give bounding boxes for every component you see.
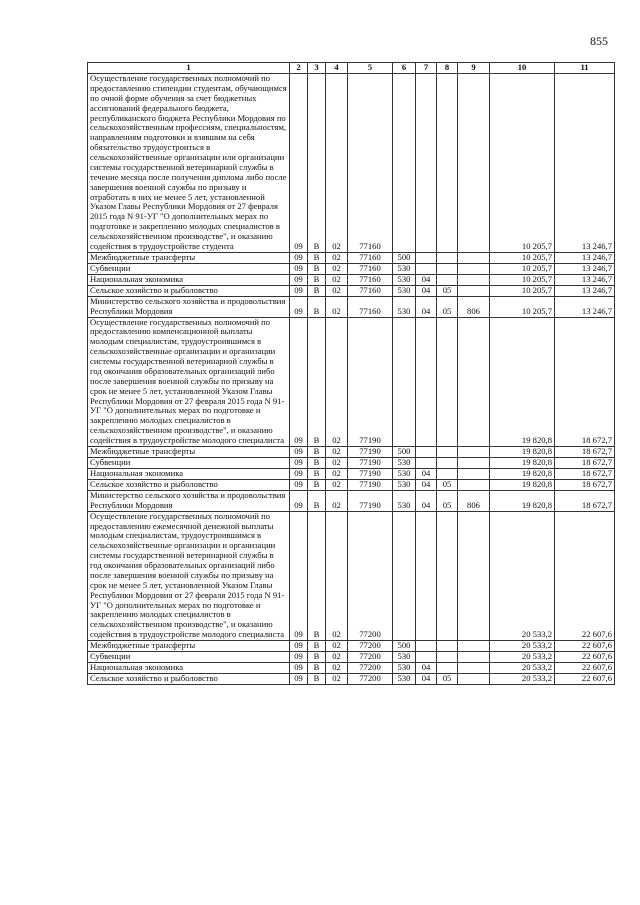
cell-code-6: 530 <box>393 274 416 285</box>
row-description: Субвенции <box>88 263 290 274</box>
table-row <box>88 252 615 263</box>
cell-code-3: В <box>308 317 326 446</box>
cell-code-4: 02 <box>326 285 348 296</box>
cell-code-4: 02 <box>326 446 348 457</box>
cell-code-4: 02 <box>326 317 348 446</box>
cell-code-7 <box>416 446 437 457</box>
cell-code-6: 530 <box>393 663 416 674</box>
cell-amount-11: 22 607,6 <box>555 511 615 640</box>
cell-amount-11: 18 672,7 <box>555 457 615 468</box>
cell-code-6 <box>393 317 416 446</box>
cell-code-9 <box>458 479 490 490</box>
cell-code-7: 04 <box>416 663 437 674</box>
cell-amount-10: 10 205,7 <box>490 74 555 253</box>
cell-code-2: 09 <box>290 274 308 285</box>
cell-code-4: 02 <box>326 74 348 253</box>
table-row <box>88 263 615 274</box>
cell-code-9 <box>458 457 490 468</box>
cell-code-3: В <box>308 74 326 253</box>
row-description: Национальная экономика <box>88 663 290 674</box>
cell-amount-11: 18 672,7 <box>555 490 615 511</box>
header-cell: 3 <box>308 63 326 74</box>
cell-amount-10: 20 533,2 <box>490 641 555 652</box>
cell-code-5: 77200 <box>348 511 393 640</box>
table-row <box>88 446 615 457</box>
cell-code-3: В <box>308 274 326 285</box>
cell-amount-10: 19 820,8 <box>490 490 555 511</box>
cell-code-5: 77190 <box>348 446 393 457</box>
row-description: Министерство сельского хозяйства и продовольствия Республики Мордовия <box>88 490 290 511</box>
cell-code-6 <box>393 74 416 253</box>
cell-code-6: 500 <box>393 641 416 652</box>
row-description: Осуществление государственных полномочий по предоставлению компенсационной выплаты молодым специалистам, трудоустроившимся в сельскохозяйственные организации и организации системы государственной ветеринарной службы в год окончания образовательных организаций либо после завершения военной службы по призыву на срок не менее 5 лет, установленной Указом Главы Республики Мордовия от 27 февраля 2015 года N 91-УГ "О дополнительных мерах по подготовке и закреплению молодых специалистов в сельскохозяйственном производстве", и оказанию содействия в трудоустройстве молодого специалиста <box>88 317 290 446</box>
cell-code-3: В <box>308 468 326 479</box>
cell-amount-11: 22 607,6 <box>555 652 615 663</box>
table-header <box>88 63 615 74</box>
row-description: Национальная экономика <box>88 274 290 285</box>
cell-amount-10: 10 205,7 <box>490 274 555 285</box>
cell-code-5: 77160 <box>348 296 393 317</box>
cell-code-6: 530 <box>393 468 416 479</box>
header-cell: 9 <box>458 63 490 74</box>
cell-code-9: 806 <box>458 296 490 317</box>
cell-amount-11: 13 246,7 <box>555 252 615 263</box>
cell-code-8 <box>437 263 458 274</box>
budget-table <box>87 62 615 685</box>
cell-code-5: 77200 <box>348 663 393 674</box>
table-row <box>88 457 615 468</box>
cell-code-9 <box>458 74 490 253</box>
cell-code-9 <box>458 252 490 263</box>
cell-amount-10: 20 533,2 <box>490 652 555 663</box>
cell-code-5: 77160 <box>348 252 393 263</box>
cell-code-9 <box>458 446 490 457</box>
cell-code-7 <box>416 511 437 640</box>
cell-code-5: 77160 <box>348 274 393 285</box>
cell-code-8 <box>437 641 458 652</box>
cell-code-7 <box>416 652 437 663</box>
cell-code-7: 04 <box>416 490 437 511</box>
cell-code-4: 02 <box>326 641 348 652</box>
cell-amount-11: 13 246,7 <box>555 263 615 274</box>
row-description: Осуществление государственных полномочий по предоставлению ежемесячной денежной выплаты молодым специалистам, трудоустроившимся в сельскохозяйственные организации и организации системы государственной ветеринарной службы в год окончания образовательных организаций либо после завершения военной службы по призыву на срок не менее 5 лет, установленной Указом Главы Республики Мордовия от 27 февраля 2015 года N 91-УГ "О дополнительных мерах по подготовке и закреплению молодых специалистов в сельскохозяйственном производстве", и оказанию содействия в трудоустройстве молодого специалиста <box>88 511 290 640</box>
cell-code-7: 04 <box>416 468 437 479</box>
cell-code-8 <box>437 74 458 253</box>
cell-code-3: В <box>308 511 326 640</box>
cell-code-8 <box>437 274 458 285</box>
cell-code-4: 02 <box>326 468 348 479</box>
header-cell: 1 <box>88 63 290 74</box>
cell-code-4: 02 <box>326 479 348 490</box>
cell-code-3: В <box>308 296 326 317</box>
cell-code-7 <box>416 641 437 652</box>
cell-code-6: 530 <box>393 263 416 274</box>
cell-code-2: 09 <box>290 252 308 263</box>
cell-code-3: В <box>308 663 326 674</box>
cell-amount-11: 18 672,7 <box>555 446 615 457</box>
cell-amount-11: 18 672,7 <box>555 317 615 446</box>
cell-code-5: 77160 <box>348 74 393 253</box>
page-number: 855 <box>590 34 608 48</box>
cell-code-6: 530 <box>393 652 416 663</box>
cell-code-4: 02 <box>326 490 348 511</box>
cell-code-5: 77190 <box>348 479 393 490</box>
cell-code-4: 02 <box>326 263 348 274</box>
cell-code-8 <box>437 511 458 640</box>
cell-code-9 <box>458 468 490 479</box>
cell-amount-10: 20 533,2 <box>490 511 555 640</box>
cell-code-8 <box>437 663 458 674</box>
cell-amount-10: 19 820,8 <box>490 468 555 479</box>
cell-code-2: 09 <box>290 296 308 317</box>
row-description: Сельское хозяйство и рыболовство <box>88 674 290 685</box>
cell-code-4: 02 <box>326 663 348 674</box>
header-cell: 5 <box>348 63 393 74</box>
header-cell: 7 <box>416 63 437 74</box>
cell-amount-11: 13 246,7 <box>555 274 615 285</box>
cell-amount-10: 10 205,7 <box>490 296 555 317</box>
header-cell: 4 <box>326 63 348 74</box>
table-row <box>88 490 615 511</box>
cell-code-7: 04 <box>416 274 437 285</box>
cell-code-9 <box>458 674 490 685</box>
cell-amount-10: 10 205,7 <box>490 252 555 263</box>
row-description: Субвенции <box>88 457 290 468</box>
header-cell: 2 <box>290 63 308 74</box>
cell-amount-11: 22 607,6 <box>555 663 615 674</box>
cell-code-5: 77160 <box>348 263 393 274</box>
cell-code-8: 05 <box>437 479 458 490</box>
cell-amount-10: 19 820,8 <box>490 317 555 446</box>
header-row <box>88 63 615 74</box>
cell-code-8 <box>437 652 458 663</box>
row-description: Межбюджетные трансферты <box>88 446 290 457</box>
row-description: Межбюджетные трансферты <box>88 641 290 652</box>
cell-code-6: 500 <box>393 252 416 263</box>
row-description: Министерство сельского хозяйства и продовольствия Республики Мордовия <box>88 296 290 317</box>
row-description: Национальная экономика <box>88 468 290 479</box>
header-cell: 6 <box>393 63 416 74</box>
cell-code-3: В <box>308 285 326 296</box>
cell-code-8 <box>437 252 458 263</box>
cell-code-5: 77190 <box>348 468 393 479</box>
cell-code-9 <box>458 663 490 674</box>
cell-code-7 <box>416 263 437 274</box>
cell-code-5: 77200 <box>348 641 393 652</box>
cell-code-2: 09 <box>290 490 308 511</box>
table-row <box>88 74 615 253</box>
cell-code-2: 09 <box>290 446 308 457</box>
header-cell: 10 <box>490 63 555 74</box>
cell-code-4: 02 <box>326 296 348 317</box>
table-row <box>88 317 615 446</box>
cell-amount-11: 13 246,7 <box>555 296 615 317</box>
cell-code-2: 09 <box>290 663 308 674</box>
cell-code-2: 09 <box>290 652 308 663</box>
cell-code-7 <box>416 317 437 446</box>
cell-amount-11: 22 607,6 <box>555 641 615 652</box>
cell-code-7 <box>416 252 437 263</box>
cell-amount-10: 20 533,2 <box>490 663 555 674</box>
cell-amount-10: 19 820,8 <box>490 479 555 490</box>
cell-code-8: 05 <box>437 674 458 685</box>
cell-code-9 <box>458 641 490 652</box>
cell-amount-10: 19 820,8 <box>490 446 555 457</box>
cell-code-2: 09 <box>290 511 308 640</box>
cell-code-3: В <box>308 674 326 685</box>
cell-code-2: 09 <box>290 468 308 479</box>
cell-code-6: 530 <box>393 285 416 296</box>
row-description: Осуществление государственных полномочий по предоставлению стипендии студентам, обучающимся по очной форме обучения за счет бюджетных ассигнований федерального бюджета, республиканского бюджета Республики Мордовия по сельскохозяйственным профессиям, специальностям, направлениям подготовки и взявшим на себя обязательство трудоустроиться в сельскохозяйственные организации или организации системы государственной ветеринарной службы в течение месяца после получения диплома либо после завершения военной службы по призыву и отработать в них не менее 5 лет, установленной Указом Главы Республики Мордовия от 27 февраля 2015 года N 91-УГ "О дополнительных мерах по подготовке и закреплению молодых специалистов в сельскохозяйственном производстве", и оказанию содействия в трудоустройстве студента <box>88 74 290 253</box>
cell-code-3: В <box>308 490 326 511</box>
cell-code-3: В <box>308 479 326 490</box>
table-row <box>88 479 615 490</box>
cell-code-3: В <box>308 252 326 263</box>
cell-code-5: 77160 <box>348 285 393 296</box>
cell-code-3: В <box>308 641 326 652</box>
cell-code-9 <box>458 652 490 663</box>
cell-code-2: 09 <box>290 317 308 446</box>
cell-code-2: 09 <box>290 263 308 274</box>
row-description: Субвенции <box>88 652 290 663</box>
cell-code-8 <box>437 446 458 457</box>
cell-code-4: 02 <box>326 252 348 263</box>
cell-code-5: 77190 <box>348 490 393 511</box>
cell-amount-11: 13 246,7 <box>555 285 615 296</box>
row-description: Сельское хозяйство и рыболовство <box>88 479 290 490</box>
row-description: Сельское хозяйство и рыболовство <box>88 285 290 296</box>
cell-code-5: 77200 <box>348 652 393 663</box>
cell-code-7 <box>416 457 437 468</box>
cell-code-6: 530 <box>393 479 416 490</box>
cell-code-4: 02 <box>326 457 348 468</box>
cell-code-2: 09 <box>290 285 308 296</box>
header-cell: 8 <box>437 63 458 74</box>
cell-code-2: 09 <box>290 674 308 685</box>
header-cell: 11 <box>555 63 615 74</box>
cell-amount-11: 18 672,7 <box>555 468 615 479</box>
table-row <box>88 468 615 479</box>
cell-code-9 <box>458 317 490 446</box>
cell-code-6: 530 <box>393 296 416 317</box>
table-row <box>88 674 615 685</box>
cell-code-8 <box>437 457 458 468</box>
table-row <box>88 641 615 652</box>
cell-code-4: 02 <box>326 674 348 685</box>
cell-amount-10: 10 205,7 <box>490 263 555 274</box>
cell-code-3: В <box>308 263 326 274</box>
cell-code-2: 09 <box>290 479 308 490</box>
cell-code-9: 806 <box>458 490 490 511</box>
cell-code-7: 04 <box>416 479 437 490</box>
cell-amount-11: 22 607,6 <box>555 674 615 685</box>
cell-code-5: 77200 <box>348 674 393 685</box>
cell-code-5: 77190 <box>348 317 393 446</box>
cell-amount-10: 19 820,8 <box>490 457 555 468</box>
cell-code-4: 02 <box>326 511 348 640</box>
table-row <box>88 274 615 285</box>
table-row <box>88 663 615 674</box>
cell-code-4: 02 <box>326 652 348 663</box>
cell-code-2: 09 <box>290 74 308 253</box>
table-body <box>88 74 615 685</box>
cell-amount-11: 18 672,7 <box>555 479 615 490</box>
cell-code-8: 05 <box>437 490 458 511</box>
table-row <box>88 296 615 317</box>
cell-code-2: 09 <box>290 641 308 652</box>
cell-code-9 <box>458 263 490 274</box>
cell-amount-10: 10 205,7 <box>490 285 555 296</box>
table-row <box>88 285 615 296</box>
cell-code-8 <box>437 468 458 479</box>
cell-code-5: 77190 <box>348 457 393 468</box>
cell-code-4: 02 <box>326 274 348 285</box>
table-row <box>88 511 615 640</box>
cell-code-9 <box>458 285 490 296</box>
cell-code-3: В <box>308 652 326 663</box>
cell-code-9 <box>458 274 490 285</box>
table-row <box>88 652 615 663</box>
cell-amount-10: 20 533,2 <box>490 674 555 685</box>
cell-code-3: В <box>308 457 326 468</box>
cell-code-7: 04 <box>416 674 437 685</box>
cell-code-2: 09 <box>290 457 308 468</box>
row-description: Межбюджетные трансферты <box>88 252 290 263</box>
cell-code-6: 530 <box>393 490 416 511</box>
cell-code-3: В <box>308 446 326 457</box>
cell-code-6 <box>393 511 416 640</box>
cell-code-6: 500 <box>393 446 416 457</box>
cell-code-6: 530 <box>393 457 416 468</box>
cell-code-7: 04 <box>416 285 437 296</box>
cell-code-7 <box>416 74 437 253</box>
cell-code-8: 05 <box>437 296 458 317</box>
cell-code-8: 05 <box>437 285 458 296</box>
cell-code-8 <box>437 317 458 446</box>
cell-code-7: 04 <box>416 296 437 317</box>
cell-code-6: 530 <box>393 674 416 685</box>
cell-code-9 <box>458 511 490 640</box>
cell-amount-11: 13 246,7 <box>555 74 615 253</box>
